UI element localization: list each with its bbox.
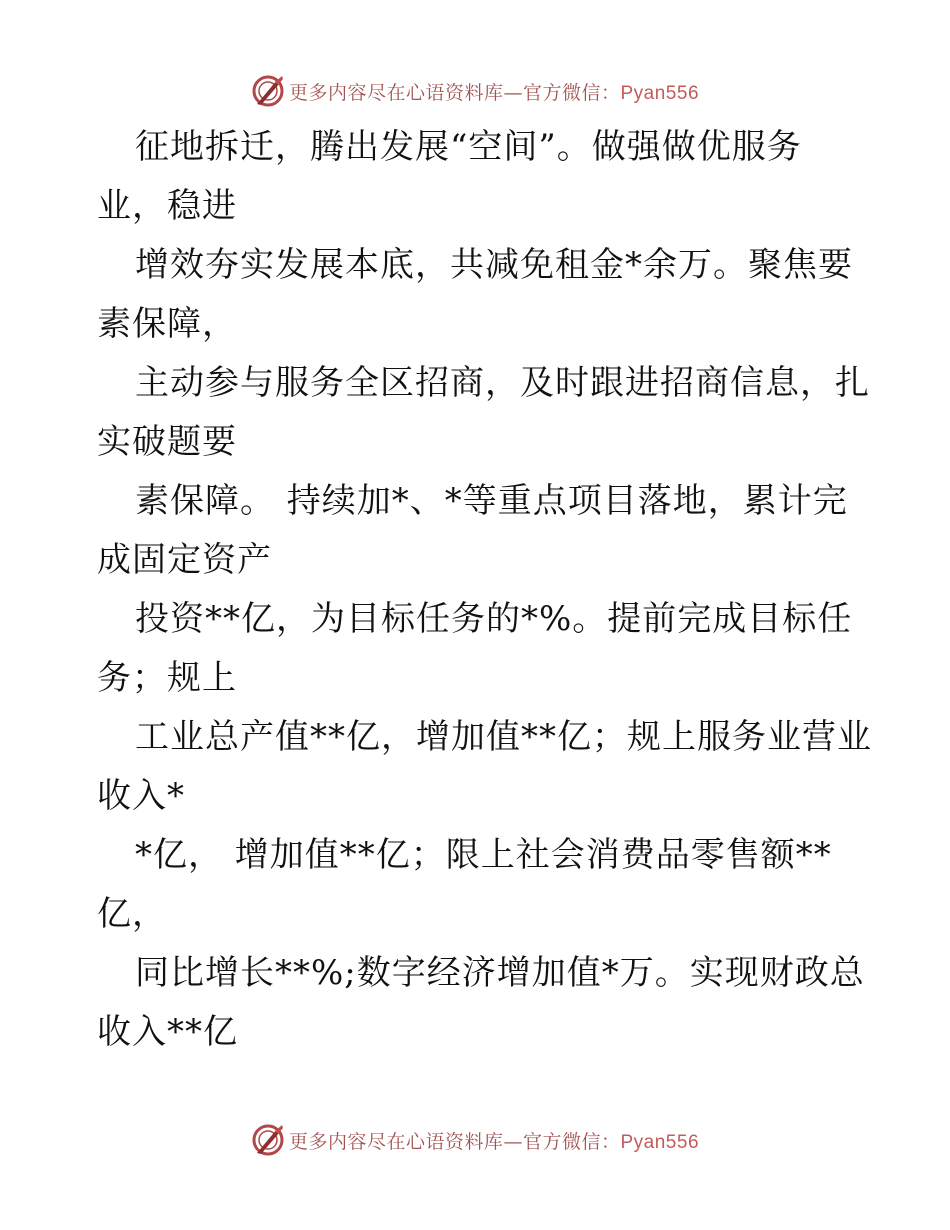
footer-wechat-id: Pyan556	[620, 1131, 700, 1153]
body-line: 业，稳进	[97, 186, 237, 226]
header-site-text: 更多内容尽在心语资料库	[288, 81, 504, 104]
body-line: 亿，	[97, 894, 167, 934]
footer-site-text: 更多内容尽在心语资料库	[288, 1130, 504, 1153]
body-line: 务；规上	[97, 658, 237, 698]
header-text	[289, 78, 699, 105]
footer-wechat-label: 官方微信：	[522, 1130, 621, 1153]
quill-seal-icon	[251, 1123, 285, 1157]
body-line: 收入**亿	[97, 1012, 238, 1052]
body-line: 同比增长**%;数字经济增加值*万。实现财政总	[135, 953, 865, 993]
header-wechat-label: 官方微信：	[522, 81, 621, 104]
body-line: 工业总产值**亿，增加值**亿；规上服务业营业	[135, 717, 872, 757]
body-line: 收入*	[97, 776, 185, 816]
header-wechat-id: Pyan556	[620, 82, 700, 104]
document-body	[97, 118, 897, 1062]
body-line: *亿， 增加值**亿；限上社会消费品零售额**	[135, 835, 832, 875]
body-line: 素保障，	[97, 304, 237, 344]
body-line: 主动参与服务全区招商，及时跟进招商信息，扎	[135, 363, 870, 403]
quill-seal-icon	[251, 74, 285, 108]
body-line: 实破题要	[97, 422, 237, 462]
footer-dash: —	[503, 1130, 523, 1153]
header-banner	[0, 71, 950, 111]
body-line: 投资**亿，为目标任务的*%。提前完成目标任	[135, 599, 853, 639]
body-line: 征地拆迁，腾出发展“空间”。做强做优服务	[135, 127, 802, 167]
footer-text	[289, 1127, 699, 1154]
body-line: 素保障。 持续加*、*等重点项目落地，累计完	[135, 481, 848, 521]
body-line: 成固定资产	[97, 540, 272, 580]
header-dash: —	[503, 81, 523, 104]
footer-banner	[0, 1120, 950, 1160]
body-line: 增效夯实发展本底，共减免租金*余万。聚焦要	[135, 245, 853, 285]
